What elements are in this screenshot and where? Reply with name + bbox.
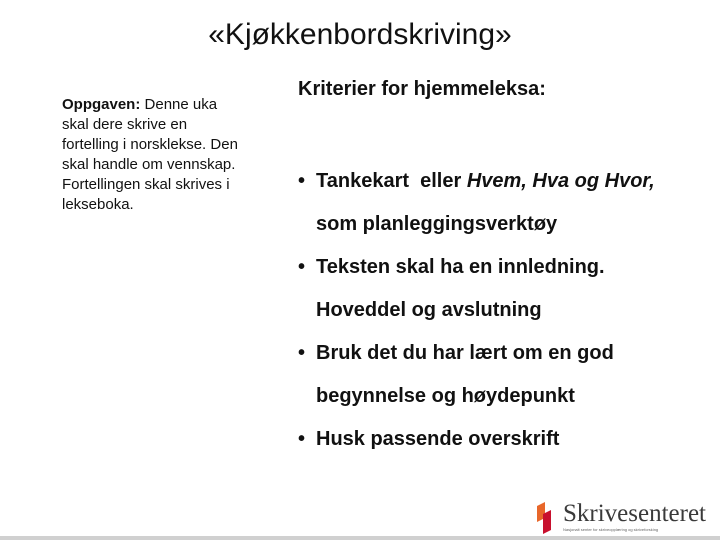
criteria-item-line: • Husk passende overskrift bbox=[316, 428, 560, 450]
criteria-item-line: begynnelse og høydepunkt bbox=[316, 385, 575, 407]
criteria-item bbox=[298, 332, 708, 418]
task-lead: Oppgaven: bbox=[62, 96, 141, 113]
criteria-list bbox=[298, 160, 708, 461]
criteria-item-line: som planleggingsverktøy bbox=[316, 213, 558, 235]
criteria-item-line: • Teksten skal ha en innledning. bbox=[316, 256, 605, 278]
logo-name: Skrivesenteret bbox=[562, 500, 706, 527]
task-description bbox=[62, 95, 247, 215]
criteria-item bbox=[298, 160, 708, 246]
criteria-item-line: Hoveddel og avslutning bbox=[316, 299, 542, 321]
criteria-item bbox=[298, 246, 708, 332]
criteria-item-text-tankekart: Tankekart eller Hvem, Hva og Hvor, bbox=[316, 170, 655, 192]
logo-tagline: Nasjonalt senter for skriveopplæring og skriveforsking bbox=[562, 527, 659, 532]
criteria-item-line bbox=[316, 160, 708, 203]
criteria-heading: Kriterier for hjemmeleksa: bbox=[298, 78, 546, 100]
bottom-bar bbox=[0, 536, 720, 540]
slide-title: «Kjøkkenbordskriving» bbox=[208, 18, 512, 51]
criteria-item bbox=[298, 418, 708, 461]
criteria-item-line: • Bruk det du har lært om en god bbox=[316, 342, 614, 364]
skrivesenteret-logo-icon bbox=[533, 500, 555, 534]
skrivesenteret-logo bbox=[533, 500, 706, 534]
task-text: Denne uka skal dere skrive en fortelling i norsklekse. Den skal handle om vennskap. Fortellingen skal skrives i lekseboka. bbox=[62, 96, 238, 213]
